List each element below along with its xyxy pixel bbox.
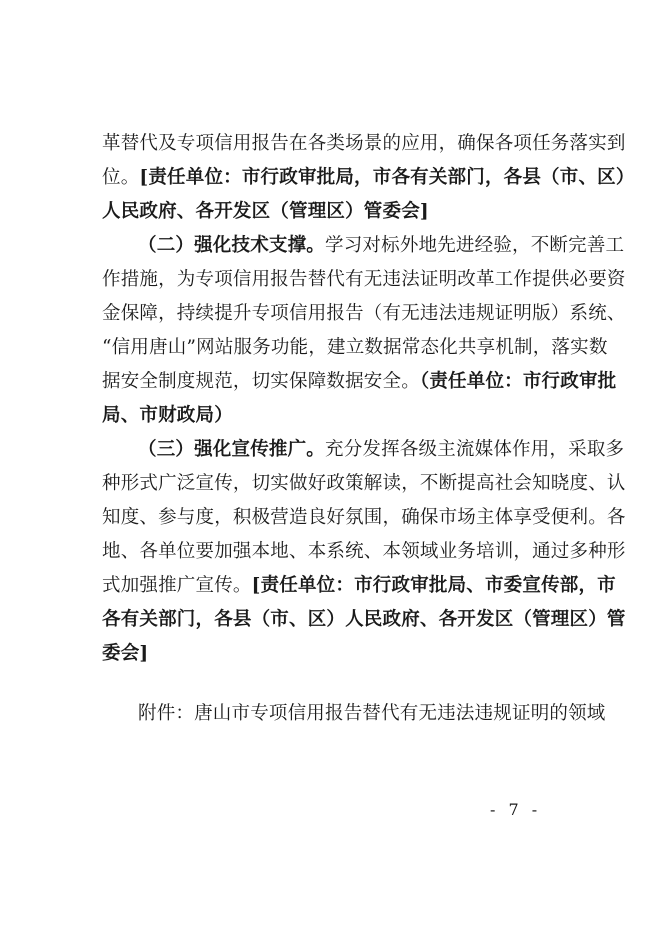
body-line [102,574,616,598]
attachment-line [138,702,606,726]
text-run: 位。 [102,167,140,188]
section-heading-line [138,234,625,258]
body-line [102,370,617,394]
body-line [102,200,562,224]
body-line [102,642,562,666]
responsibility-text: 人民政府、各开发区（管理区）管委会] [102,201,429,222]
body-line [102,506,626,530]
section-heading-line [138,438,625,462]
responsibility-text: [责任单位：市行政审批局、市委宣传部，市 [251,575,616,596]
body-line [102,166,635,190]
text-run: 革替代及专项信用报告在各类场景的应用，确保各项任务落实到 [102,133,626,154]
text-run: 充分发挥各级主流媒体作用，采取多 [325,439,625,460]
text-run: 地、各单位要加强本地、本系统、本领域业务培训，通过多种形 [102,541,626,562]
responsibility-text: 局、市财政局） [102,405,233,426]
section-heading: （三）强化宣传推广。 [138,439,326,460]
text-run: “信用唐山”网站服务功能，建立数据常态化共享机制，落实数 [102,337,608,358]
page-number: - 7 - [490,800,542,819]
body-line [102,404,562,428]
responsibility-text: [责任单位：市行政审批局，市各有关部门，各县（市、区） [139,167,635,188]
responsibility-text: 委会] [102,643,149,664]
text-run: 作措施，为专项信用报告替代有无违法证明改革工作提供必要资 [102,269,626,290]
body-line [102,132,626,156]
body-line [102,540,626,564]
text-run: 学习对标外地先进经验，不断完善工 [325,235,625,256]
text-run: 式加强推广宣传。 [102,575,252,596]
text-run: 据安全制度规范，切实保障数据安全。 [102,371,420,392]
body-line [102,472,626,496]
responsibility-text: 各有关部门，各县（市、区）人民政府、各开发区（管理区）管 [102,609,626,630]
body-line [102,608,626,632]
text-run: 种形式广泛宣传，切实做好政策解读，不断提高社会知晓度、认 [102,473,626,494]
body-line [102,336,608,360]
body-line [102,268,626,292]
body-line [102,302,626,326]
text-run: 知度、参与度，积极营造良好氛围，确保市场主体享受便利。各 [102,507,626,528]
attachment-text: 附件：唐山市专项信用报告替代有无违法违规证明的领域 [138,703,606,724]
text-run: 金保障，持续提升专项信用报告（有无违法违规证明版）系统、 [102,303,626,324]
responsibility-text: （责任单位：市行政审批 [419,371,617,392]
section-heading: （二）强化技术支撑。 [138,235,326,256]
